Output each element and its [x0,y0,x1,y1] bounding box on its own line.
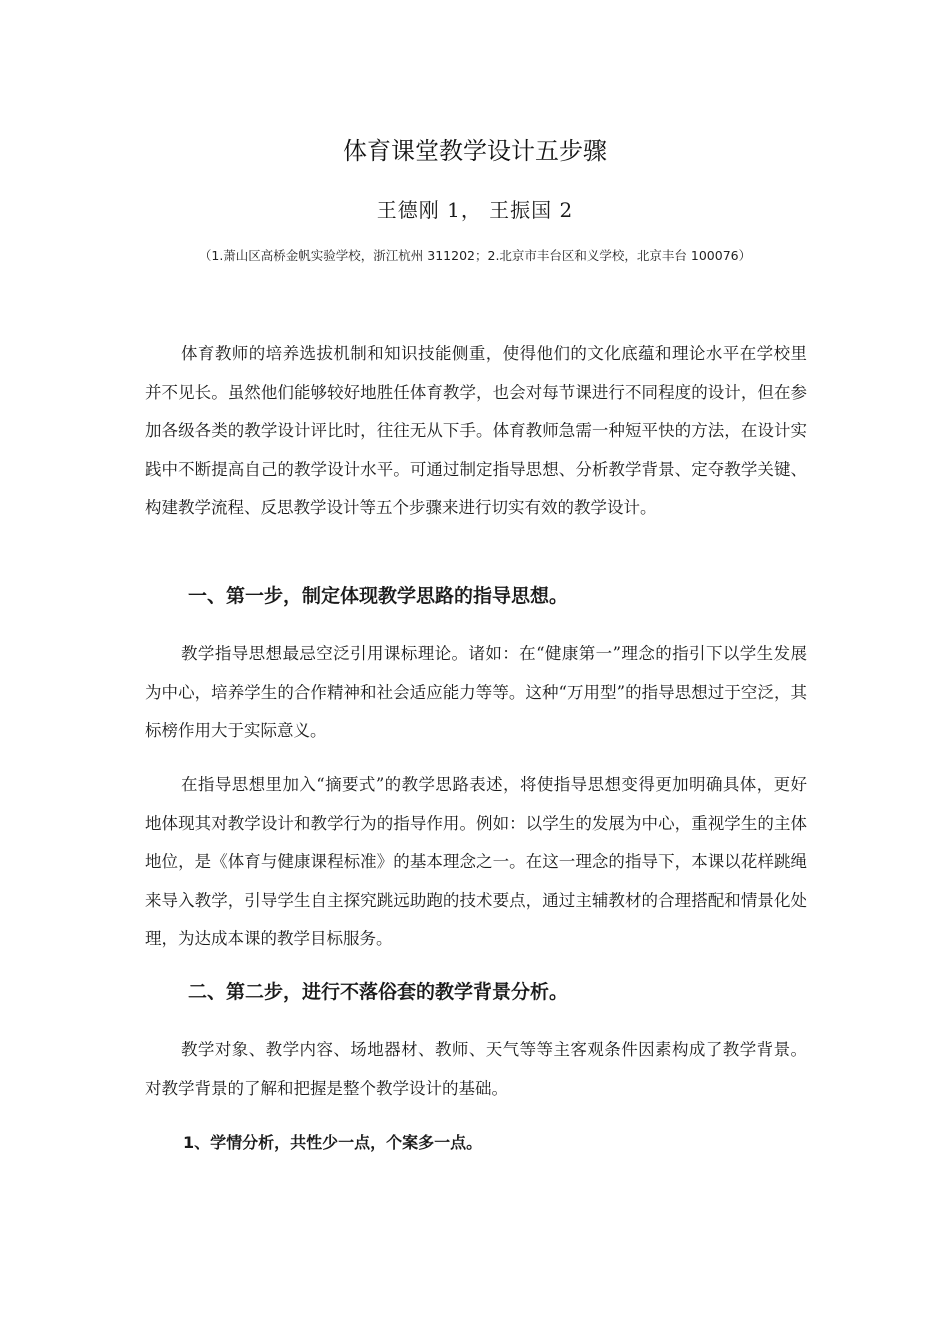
section-2-heading: 二、第二步，进行不落俗套的教学背景分析。 [188,981,569,1003]
section-2-paragraph-1: 教学对象、教学内容、场地器材、教师、天气等等主客观条件因素构成了教学背景。对教学背景的了解和把握是整个教学设计的基础。 [145,1040,807,1098]
subsection-1-heading: 1、学情分析，共性少一点，个案多一点。 [183,1133,483,1152]
document-affiliation: （1.萧山区高桥金帆实验学校，浙江杭州 311202；2.北京市丰台区和义学校，北京丰台 100076） [198,248,752,263]
intro-paragraph: 体育教师的培养选拔机制和知识技能侧重，使得他们的文化底蕴和理论水平在学校里并不见长。虽然他们能够较好地胜任体育教学，也会对每节课进行不同程度的设计，但在参加各级各类的教学设计评比时，往往无从下手。体育教师急需一种短平快的方法，在设计实践中不断提高自己的教学设计水平。可通过制定指导思想、分析教学背景、定夺教学关键、构建教学流程、反思教学设计等五个步骤来进行切实有效的教学设计。 [145,344,807,517]
section-1-paragraph-2: 在指导思想里加入“摘要式”的教学思路表述，将使指导思想变得更加明确具体，更好地体现其对教学设计和教学行为的指导作用。例如：以学生的发展为中心，重视学生的主体地位，是《体育与健康课程标准》的基本理念之一。在这一理念的指导下，本课以花样跳绳来导入教学，引导学生自主探究跳远助跑的技术要点，通过主辅教材的合理搭配和情景化处理，为达成本课的教学目标服务。 [145,775,807,948]
section-1-paragraph-1: 教学指导思想最忌空泛引用课标理论。诸如：在“健康第一”理念的指引下以学生发展为中心，培养学生的合作精神和社会适应能力等等。这种“万用型”的指导思想过于空泛，其标榜作用大于实际意义。 [145,644,807,740]
document-title: 体育课堂教学设计五步骤 [343,137,607,165]
section-1-heading: 一、第一步，制定体现教学思路的指导思想。 [188,585,569,607]
document-authors: 王德刚 1， 王振国 2 [376,198,574,222]
